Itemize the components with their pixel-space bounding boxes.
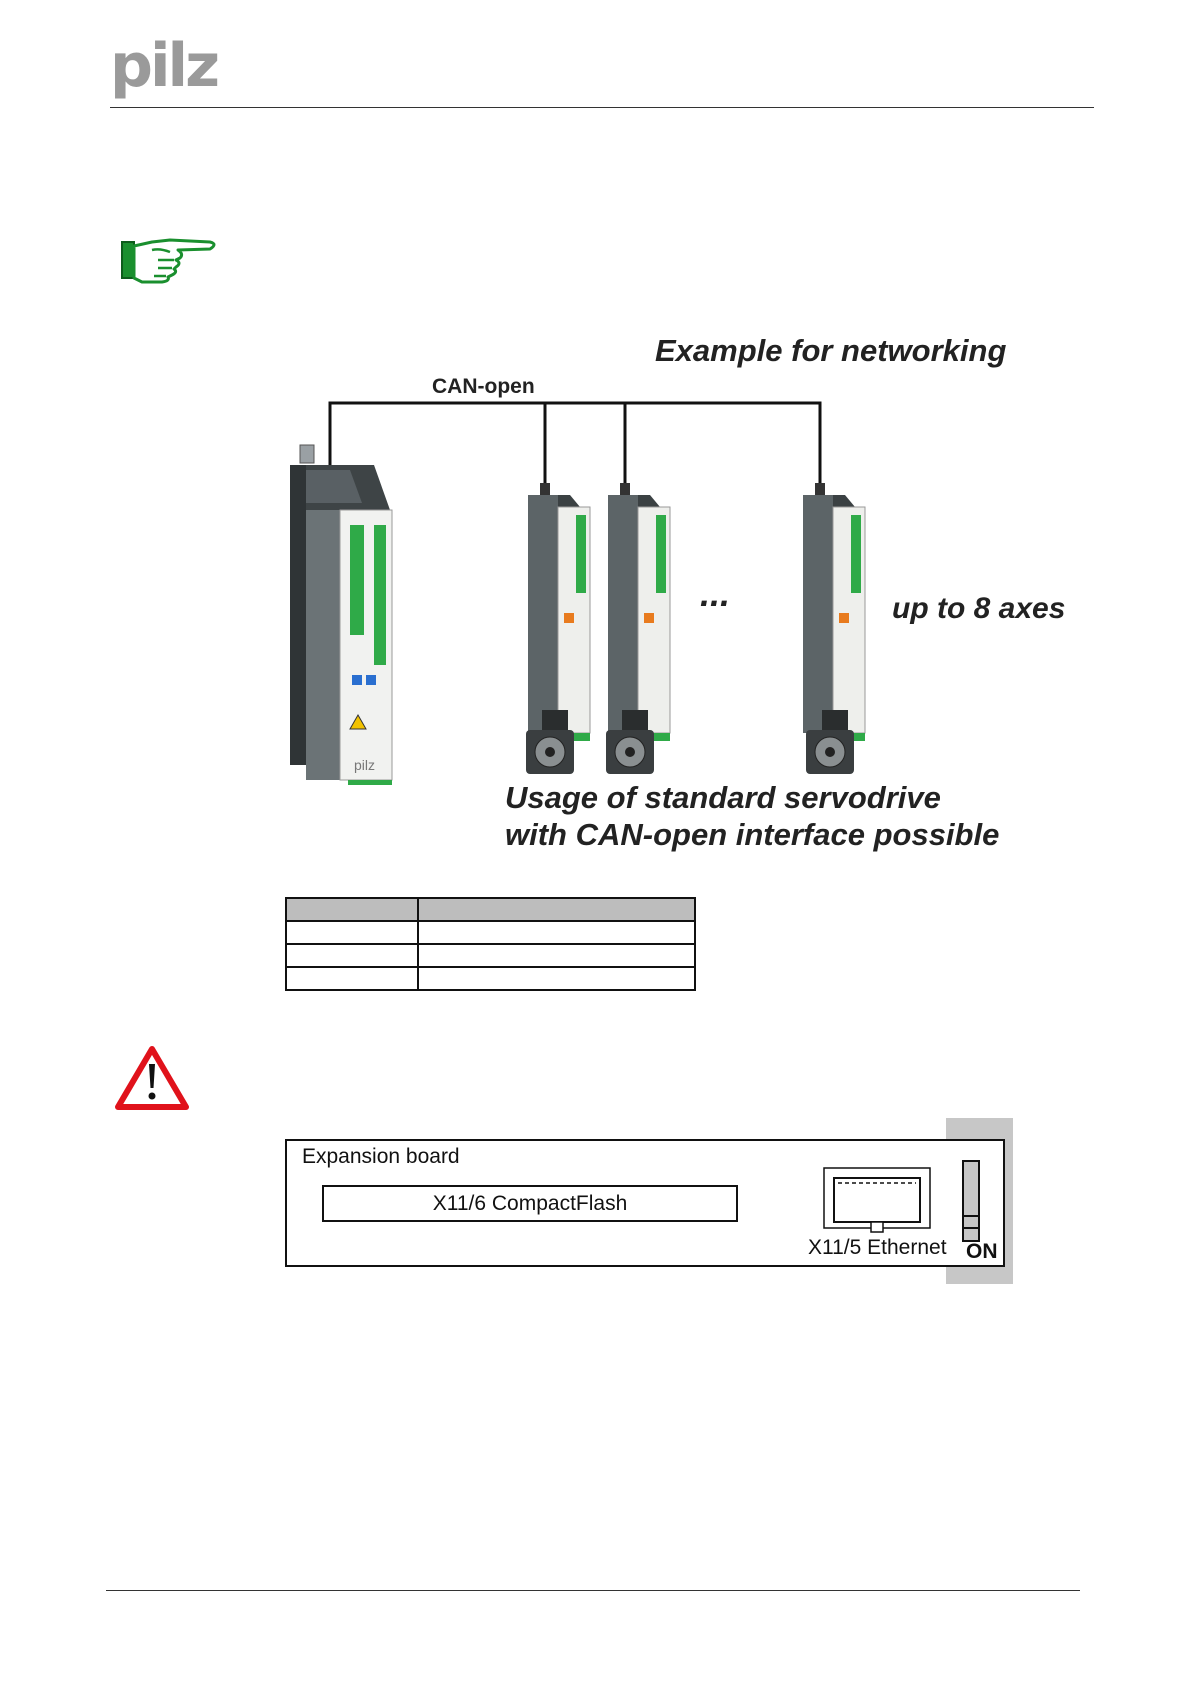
caption-line-1: Usage of standard servodrive bbox=[505, 780, 941, 815]
warning-icon bbox=[114, 1044, 190, 1112]
drive-1 bbox=[528, 483, 590, 741]
controller-unit bbox=[290, 445, 392, 785]
drive-3 bbox=[803, 483, 865, 741]
axes-label: up to 8 axes bbox=[892, 592, 1066, 625]
table-row bbox=[286, 944, 695, 967]
switch-on-label: ON bbox=[966, 1240, 998, 1263]
table-row bbox=[286, 921, 695, 944]
pointing-hand-icon bbox=[118, 236, 220, 288]
caption-line-2: with CAN-open interface possible bbox=[505, 817, 1000, 852]
blank-table bbox=[285, 897, 696, 991]
dip-switch-icon bbox=[962, 1160, 980, 1242]
ethernet-port-icon bbox=[822, 1166, 934, 1234]
network-diagram bbox=[270, 395, 890, 785]
ethernet-label: X11/5 Ethernet bbox=[808, 1236, 947, 1259]
controller-logo: pilz bbox=[354, 757, 376, 773]
can-bus-lines bbox=[330, 403, 820, 485]
expansion-board-label: Expansion board bbox=[302, 1145, 460, 1168]
pilz-logo: pilz bbox=[110, 31, 218, 101]
header-rule bbox=[110, 107, 1094, 108]
footer-rule bbox=[106, 1590, 1080, 1591]
compactflash-slot: X11/6 CompactFlash bbox=[322, 1185, 738, 1222]
table-header-row bbox=[286, 898, 695, 921]
drive-2 bbox=[608, 483, 670, 741]
ellipsis: ... bbox=[700, 573, 731, 614]
can-open-label: CAN-open bbox=[432, 375, 535, 398]
figure-title: Example for networking bbox=[655, 333, 1007, 368]
table-row bbox=[286, 967, 695, 990]
